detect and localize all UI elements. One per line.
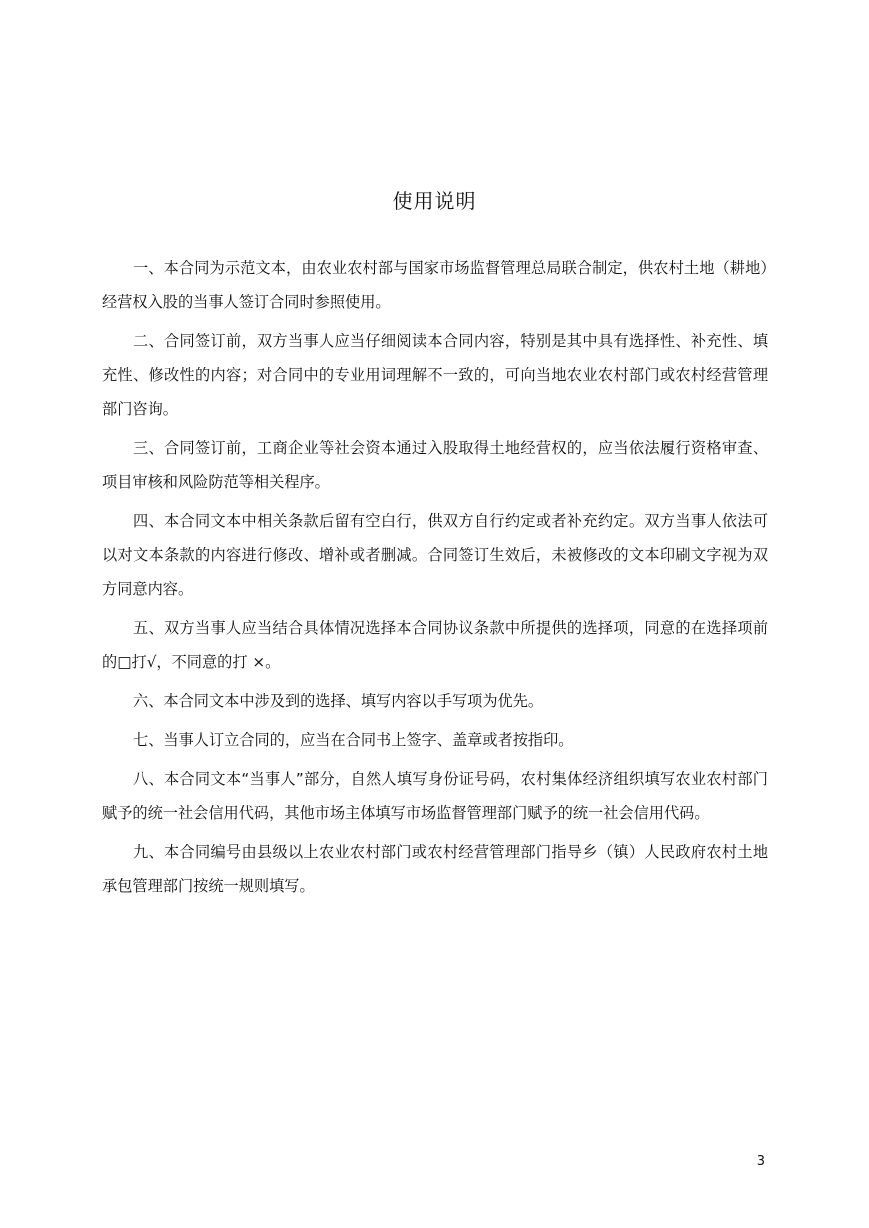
- page-number: 3: [756, 1154, 765, 1169]
- instruction-paragraph-3: 三、合同签订前，工商企业等社会资本通过入股取得土地经营权的，应当依法履行资格审查、项目审核和风险防范等相关程序。: [102, 439, 768, 491]
- instruction-paragraph-8: 八、本合同文本“当事人”部分，自然人填写身份证号码，农村集体经济组织填写农业农村部门赋予的统一社会信用代码，其他市场主体填写市场监督管理部门赋予的统一社会信用代码。: [102, 770, 768, 822]
- instruction-paragraph-1: 一、本合同为示范文本，由农业农村部与国家市场监督管理总局联合制定，供农村土地（耕地）经营权入股的当事人签订合同时参照使用。: [102, 259, 768, 311]
- instructions-body: [102, 251, 768, 908]
- instruction-paragraph-9: 九、本合同编号由县级以上农业农村部门或农村经营管理部门指导乡（镇）人民政府农村土地承包管理部门按统一规则填写。: [102, 843, 768, 895]
- instruction-paragraph-4: 四、本合同文本中相关条款后留有空白行，供双方自行约定或者补充约定。双方当事人依法可以对文本条款的内容进行修改、增补或者删减。合同签订生效后，未被修改的文本印刷文字视为双方同意内容。: [102, 512, 768, 598]
- instruction-paragraph-5: 五、双方当事人应当结合具体情况选择本合同协议条款中所提供的选择项，同意的在选择项前的□打√，不同意的打 ×。: [102, 619, 768, 671]
- instruction-paragraph-6: 六、本合同文本中涉及到的选择、填写内容以手写项为优先。: [133, 692, 544, 710]
- instruction-paragraph-2: 二、合同签订前，双方当事人应当仔细阅读本合同内容，特别是其中具有选择性、补充性、填充性、修改性的内容；对合同中的专业用词理解不一致的，可向当地农业农村部门或农村经营管理部门咨询。: [102, 332, 768, 418]
- instruction-paragraph-7: 七、当事人订立合同的，应当在合同书上签字、盖章或者按指印。: [133, 731, 574, 749]
- page-title: 使用说明: [392, 189, 477, 213]
